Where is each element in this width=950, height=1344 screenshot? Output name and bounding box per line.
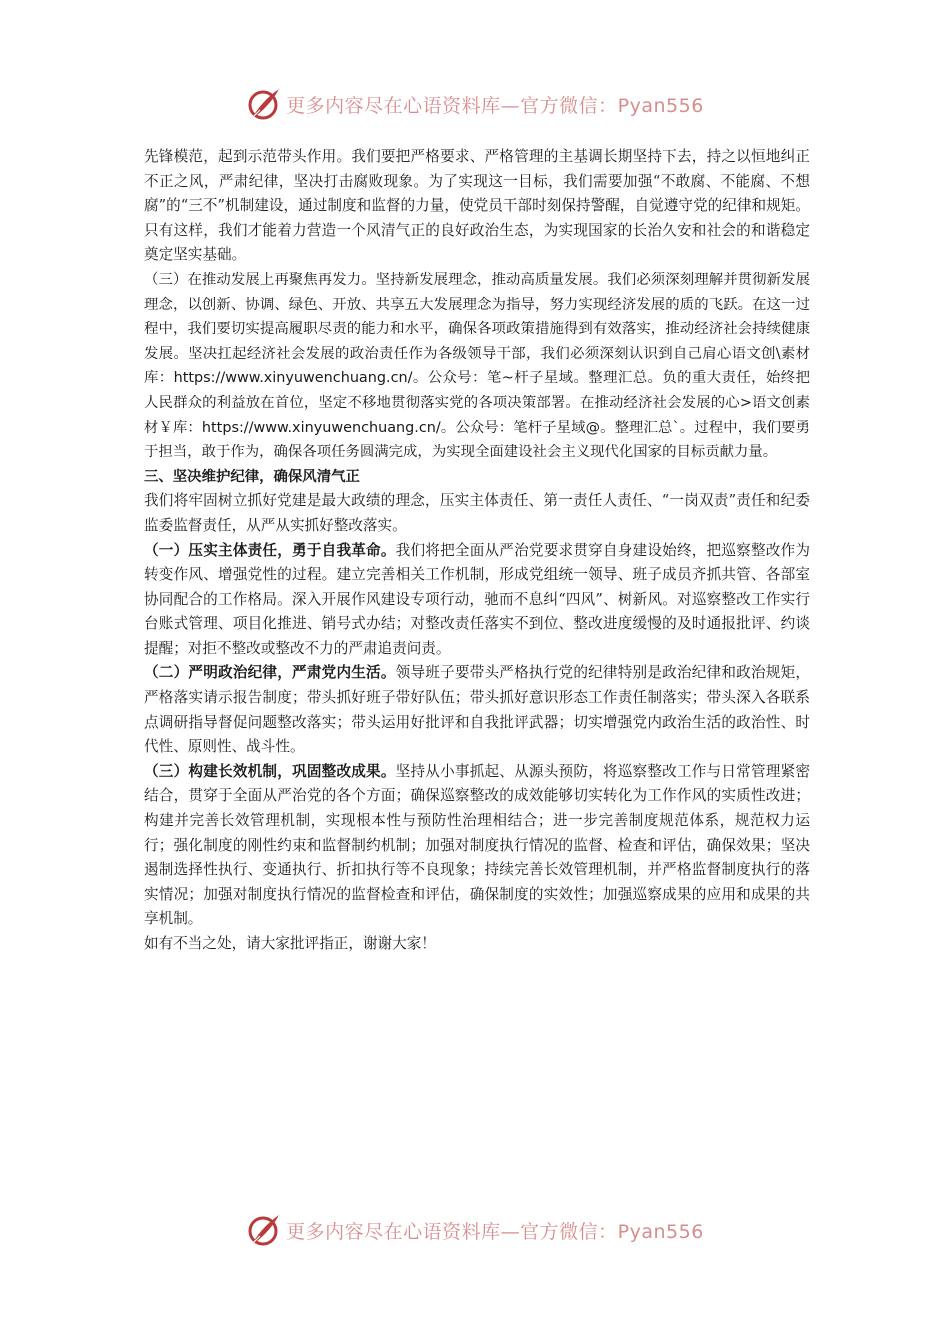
paragraph-lead: （二）严明政治纪律，严肃党内生活。 xyxy=(144,664,396,682)
paragraph-section-3: （三）在推动发展上再聚焦再发力。坚持新发展理念，推动高质量发展。我们必须深刻理解并贯彻新发展理念，以创新、协调、绿色、开放、共享五大发展理念为指导，努力实现经济发展的质的飞跃。在这一过程中，我们要切实提高履职尽责的能力和水平，确保各项政策措施得到有效落实，推动经济社会持续健康发展。坚决扛起经济社会发展的政治责任作为各级领导干部，我们必须深刻认识到自己肩心语文创\素材库：https://www.xinyuwenchuang.cn/。公众号：笔~杆子星域。整理汇总。负的重大责任，始终把人民群众的利益放在首位，坚定不移地贯彻落实党的各项决策部署。在推动经济社会发展的心>语文创素材￥库：https://www.xinyuwenchuang.cn/。公众号：笔杆子星域@。整理汇总`。过程中，我们要勇于担当，敢于作为，确保各项任务圆满完成，为实现全面建设社会主义现代化国家的目标贡献力量。 xyxy=(144,271,810,461)
paragraph xyxy=(144,539,810,662)
paragraph xyxy=(144,661,810,759)
paragraph xyxy=(144,760,810,932)
paragraph: 我们将牢固树立抓好党建是最大政绩的理念，压实主体责任、第一责任人责任、“一岗双责”责任和纪委监委监督责任，从严从实抓好整改落实。 xyxy=(144,492,810,534)
paragraph-body: 我们将把全面从严治党要求贯穿自身建设始终，把巡察整改作为转变作风、增强党性的过程。建立完善相关工作机制，形成党组统一领导、班子成员齐抓共管、各部室协同配合的工作格局。深入开展作风建设专项行动，驰而不息纠“四风”、树新风。对巡察整改工作实行台账式管理、项目化推进、销号式办结；对整改责任落实不到位、整改进度缓慢的及时通报批评、约谈提醒；对拒不整改或整改不力的严肃追责问责。 xyxy=(144,541,810,657)
paragraph-body: 领导班子要带头严格执行党的纪律特别是政治纪律和政治规矩，严格落实请示报告制度；带头抓好班子带好队伍；带头抓好意识形态工作责任制落实；带头深入各联系点调研指导督促问题整改落实；带头运用好批评和自我批评武器；切实增强党内政治生活的政治性、时代性、原则性、战斗性。 xyxy=(144,664,810,756)
paragraph: 先锋模范，起到示范带头作用。我们要把严格要求、严格管理的主基调长期坚持下去，持之以恒地纠正不正之风，严肃纪律，坚决打击腐败现象。为了实现这一目标，我们需要加强“不敢腐、不能腐、不想腐”的“三不”机制建设，通过制度和监督的力量，使党员干部时刻保持警醒，自觉遵守党的纪律和规矩。只有这样，我们才能着力营造一个风清气正的良好政治生态，为实现国家的长治久安和社会的和谐稳定奠定坚实基础。 xyxy=(144,148,810,264)
paragraph-body: 坚持从小事抓起、从源头预防，将巡察整改工作与日常管理紧密结合，贯穿于全面从严治党的各个方面；确保巡察整改的成效能够切实转化为工作作风的实质性改进；构建并完善长效管理机制，实现根本性与预防性治理相结合；进一步完善制度规范体系，规范权力运行；强化制度的刚性约束和监督制约机制；加强对制度执行情况的监督、检查和评估，确保效果；坚决遏制选择性执行、变通执行、折扣执行等不良现象；持续完善长效管理机制，并严格监督制度执行的落实情况；加强对制度执行情况的监督检查和评估，确保制度的实效性；加强巡察成果的应用和成果的共享机制。 xyxy=(144,762,810,928)
paragraph-lead: （三）构建长效机制，巩固整改成果。 xyxy=(144,762,396,780)
quill-logo-icon xyxy=(246,1212,282,1248)
quill-logo-icon xyxy=(246,86,282,122)
footer-banner xyxy=(0,1210,950,1250)
document-body xyxy=(144,145,810,957)
paragraph-lead: （一）压实主体责任，勇于自我革命。 xyxy=(144,541,396,559)
section-heading: 三、坚决维护纪律，确保风清气正 xyxy=(144,468,360,485)
closing-line: 如有不当之处，请大家批评指正，谢谢大家！ xyxy=(144,935,436,952)
banner-text: 更多内容尽在心语资料库—官方微信：Pyan556 xyxy=(286,94,704,117)
banner-text: 更多内容尽在心语资料库—官方微信：Pyan556 xyxy=(286,1220,704,1243)
header-banner xyxy=(0,84,950,124)
